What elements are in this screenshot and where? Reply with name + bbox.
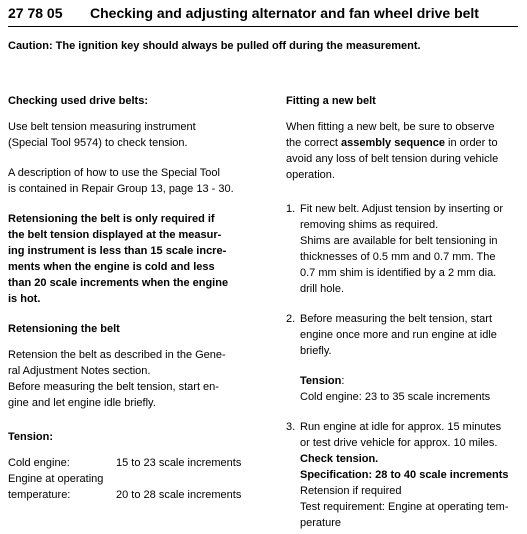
text-line: (Special Tool 9574) to check tension. [8, 137, 188, 149]
header-divider [8, 26, 518, 27]
text-line: Fit new belt. Adjust tension by inserting or [300, 203, 503, 215]
tension-table [8, 455, 258, 503]
text-line: Before measuring the belt tension, start [300, 313, 492, 325]
text-line: Retension if required [300, 485, 402, 497]
step-body [300, 201, 522, 297]
left-column [8, 93, 258, 503]
text-line: Run engine at idle for approx. 15 minutes [300, 421, 502, 433]
tension-row-operating-cont [8, 487, 258, 503]
text-line: Use belt tension measuring instrument [8, 121, 196, 133]
text-line: engine once more and run engine at idle [300, 329, 497, 341]
text-line: 0.7 mm shim is identified by a 2 mm dia. [300, 267, 497, 279]
text-fragment: the correct [286, 137, 342, 149]
text-line: or test drive vehicle for approx. 10 miles. [300, 437, 498, 449]
text-line: When fitting a new belt, be sure to observe [286, 121, 495, 133]
step-body [300, 311, 522, 405]
tension-key: temperature: [8, 489, 71, 501]
tension-row-operating [8, 471, 258, 487]
tension-key: Cold engine: [8, 457, 70, 469]
step-2 [286, 311, 522, 405]
text-line: gine and let engine idle briefly. [8, 397, 156, 409]
text-line: Retension the belt as described in the Gene- [8, 349, 226, 361]
text-emphasis: Tension [300, 375, 342, 387]
tension-value: 15 to 23 scale increments [116, 457, 242, 469]
text-line [286, 135, 522, 151]
heading-fitting-new-belt: Fitting a new belt [286, 95, 376, 107]
heading-tension: Tension: [8, 431, 54, 443]
paragraph-assembly-sequence [286, 119, 522, 183]
text-line: ral Adjustment Notes section. [8, 365, 151, 377]
tension-value: 20 to 28 scale increments [116, 489, 242, 501]
text-line: perature [300, 517, 341, 529]
page-title: Checking and adjusting alternator and fan wheel drive belt [90, 5, 479, 21]
paragraph-retension-instructions [8, 347, 258, 411]
specification: Specification: 28 to 40 scale increments [300, 469, 509, 481]
step-1 [286, 201, 522, 297]
text-line: ing instrument is less than 15 scale incre- [8, 245, 227, 257]
step-number: 1. [286, 203, 296, 215]
step-number: 3. [286, 421, 296, 433]
text-line: drill hole. [300, 283, 345, 295]
paragraph-use-instrument [8, 119, 258, 151]
text-line: thicknesses of 0.5 mm and 0.7 mm. The [300, 251, 496, 263]
text-line: avoid any loss of belt tension during vehicle [286, 153, 499, 165]
text-fragment: in order to [444, 137, 498, 149]
step-3 [286, 419, 522, 531]
text-line: than 20 scale increments when the engine [8, 277, 229, 289]
text-line: Cold engine: 23 to 35 scale increments [300, 391, 491, 403]
caution-note: Caution: The ignition key should always be pulled off during the measurement. [8, 40, 421, 52]
tension-subheading [300, 373, 522, 389]
text-line: Before measuring the belt tension, start en- [8, 381, 219, 393]
text-line: briefly. [300, 345, 332, 357]
step-number: 2. [286, 313, 296, 325]
text-line: is contained in Repair Group 13, page 13 - 30. [8, 183, 234, 195]
heading-checking-used-belts: Checking used drive belts: [8, 95, 148, 107]
heading-retensioning-belt: Retensioning the belt [8, 323, 120, 335]
text-line: Shims are available for belt tensioning in [300, 235, 498, 247]
text-line: Check tension. [300, 453, 379, 465]
text-fragment: : [341, 375, 345, 387]
right-column [286, 93, 522, 531]
text-line: is hot. [8, 293, 41, 305]
text-emphasis: assembly sequence [341, 137, 445, 149]
text-line: Retensioning the belt is only required if [8, 213, 215, 225]
step-body [300, 419, 522, 531]
paragraph-special-tool-description [8, 165, 258, 197]
tension-row-cold [8, 455, 258, 471]
text-line: operation. [286, 169, 335, 181]
paragraph-retension-required [8, 211, 258, 307]
text-line: Test requirement: Engine at operating tem- [300, 501, 509, 513]
text-line: removing shims as required. [300, 219, 439, 231]
text-line: the belt tension displayed at the measur- [8, 229, 222, 241]
section-number: 27 78 05 [8, 5, 63, 21]
text-line: A description of how to use the Special Tool [8, 167, 220, 179]
tension-key: Engine at operating [8, 473, 104, 485]
text-line: ments when the engine is cold and less [8, 261, 215, 273]
